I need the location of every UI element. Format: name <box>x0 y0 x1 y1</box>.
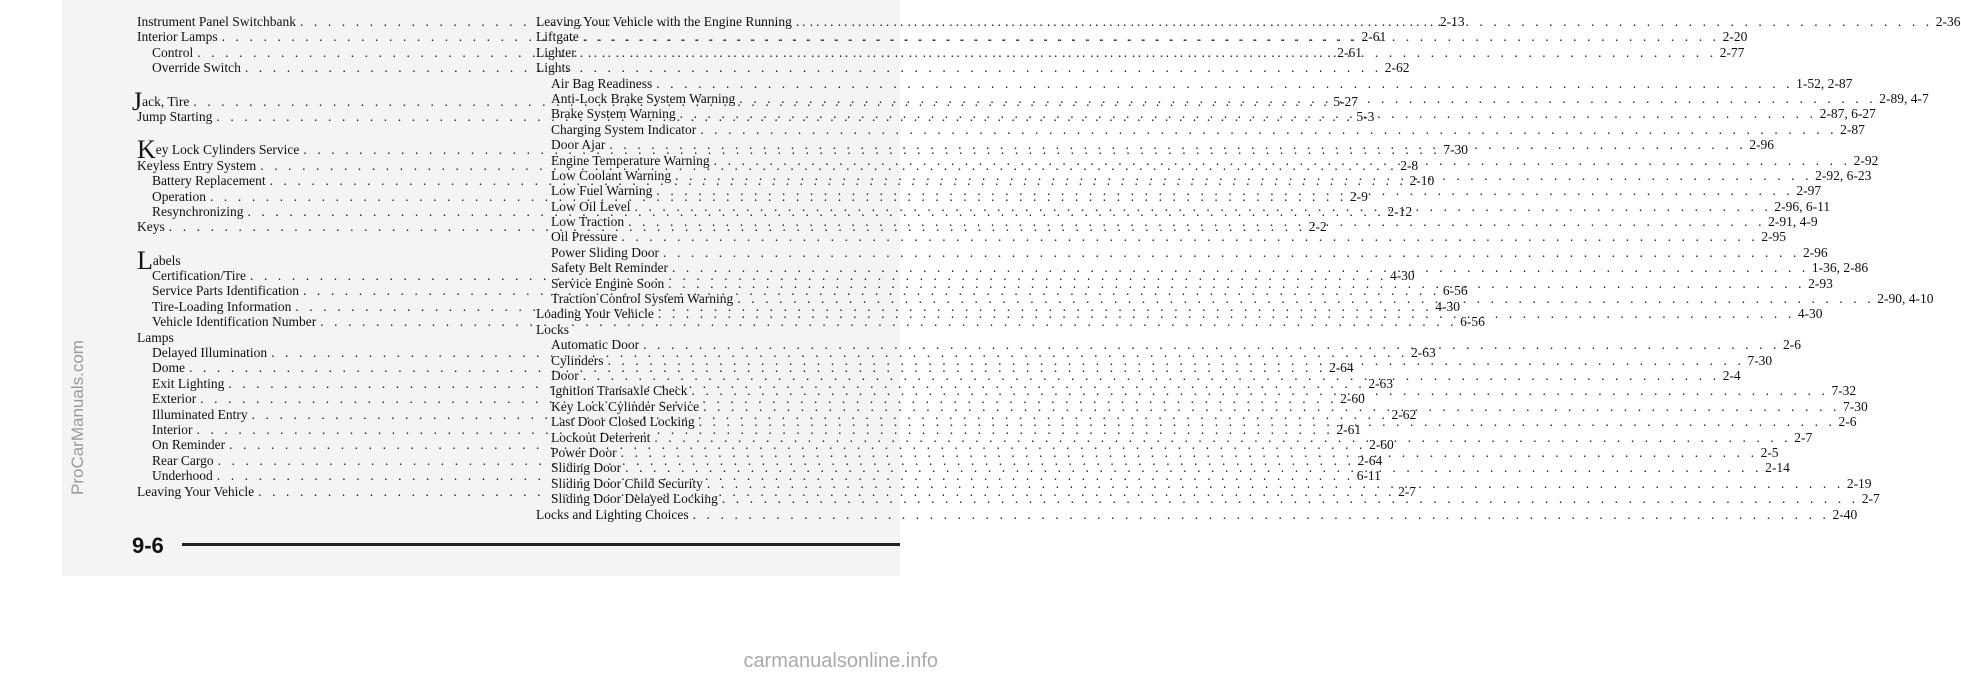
footer-rule <box>182 543 900 546</box>
dot-leader <box>659 245 1803 260</box>
dot-leader <box>621 460 1765 475</box>
dot-leader <box>718 491 1862 506</box>
entry-title: Ignition Transaxle Check <box>551 383 688 399</box>
dot-leader <box>604 353 1748 368</box>
entry-page: 6-11 <box>1356 468 1381 484</box>
dot-leader <box>652 76 1796 91</box>
dot-leader <box>579 29 1723 44</box>
entry-page: 2-4 <box>1722 367 1741 383</box>
dot-leader <box>630 199 1774 214</box>
index-entry <box>536 183 1822 199</box>
entry-title: Low Oil Level <box>551 198 631 214</box>
index-entry <box>536 75 1853 91</box>
entry-title: Loading Your Vehicle <box>536 306 654 322</box>
dot-leader <box>696 122 1840 137</box>
entry-title: Override Switch <box>152 60 241 76</box>
entry-title: Underhood <box>152 468 213 484</box>
spacer <box>137 235 507 253</box>
index-heading-labels <box>137 245 507 275</box>
entry-page: 2-36 <box>1935 14 1961 29</box>
entry-page: 2-91, 4-9 <box>1768 214 1818 230</box>
entry-title: Cylinders <box>551 352 604 368</box>
entry-title: ack, Tire <box>142 93 190 109</box>
entry-title: Illuminated Entry <box>152 406 248 422</box>
entry-page: 2-92, 6-23 <box>1815 167 1872 183</box>
entry-page: 7-32 <box>1831 383 1857 399</box>
entry-title: Sliding Door Child Security <box>551 475 703 491</box>
entry-title: Interior Lamps <box>137 29 218 45</box>
index-heading-lamps: Lamps <box>137 329 174 345</box>
entry-title: Jump Starting <box>137 108 213 124</box>
entry-page: 2-2 <box>1308 219 1327 235</box>
entry-page: 5-3 <box>1356 108 1375 124</box>
entry-page: 2-87, 6-27 <box>1819 106 1876 122</box>
entry-title: Oil Pressure <box>551 229 618 245</box>
entry-page: 2-7 <box>1794 429 1813 445</box>
entry-title: Keys <box>137 219 165 235</box>
entry-title: Power Sliding Door <box>551 244 659 260</box>
dot-leader <box>671 168 1815 183</box>
entry-page: 2-77 <box>1719 44 1745 60</box>
dot-leader <box>650 430 1794 445</box>
entry-page: 2-10 <box>1409 173 1435 189</box>
entry-page: 2-97 <box>1796 183 1822 199</box>
index-entry <box>536 229 1787 245</box>
dot-leader <box>576 45 1720 60</box>
index-entry <box>536 121 1865 137</box>
entry-page: 7-30 <box>1843 398 1868 414</box>
dot-leader <box>624 214 1768 229</box>
dot-leader <box>668 260 1812 275</box>
entry-page: 4-30 <box>1389 268 1415 284</box>
entry-title: Certification/Tire <box>152 268 246 284</box>
entry-title: Tire-Loading Information <box>152 298 292 314</box>
index-heading-lights: Lights <box>536 60 571 76</box>
dot-leader <box>735 91 1879 106</box>
dot-leader <box>654 306 1798 321</box>
entry-page: 2-90, 4-10 <box>1877 291 1934 307</box>
entry-page: 2-63 <box>1368 375 1394 391</box>
entry-title: Safety Belt Reminder <box>551 260 668 276</box>
dot-leader <box>664 276 1808 291</box>
dot-leader <box>688 383 1832 398</box>
entry-title: Traction Control System Warning <box>551 291 734 307</box>
entry-page: 2-62 <box>1391 406 1417 422</box>
entry-title: Rear Cargo <box>152 452 214 468</box>
entry-title: Delayed Illumination <box>152 345 268 361</box>
entry-title: Operation <box>152 188 206 204</box>
entry-title: Door Ajar <box>551 137 606 153</box>
entry-page: 5-27 <box>1333 93 1359 109</box>
entry-title: Liftgate <box>536 29 579 45</box>
entry-page: 2-12 <box>1387 203 1413 219</box>
manual-page <box>62 0 1961 576</box>
drop-cap-letter: K <box>137 135 156 165</box>
entry-page: 4-30 <box>1797 306 1823 322</box>
entry-page: 2-61 <box>1336 421 1362 437</box>
entry-title: Resynchronizing <box>152 203 244 219</box>
entry-title: Sliding Door Delayed Locking <box>551 491 718 507</box>
entry-title: Door <box>551 367 579 383</box>
spacer <box>137 76 507 94</box>
entry-page: 2-13 <box>1439 14 1465 29</box>
entry-title: Interior <box>152 421 193 437</box>
entry-title: Service Parts Identification <box>152 283 299 299</box>
dot-leader <box>617 229 1761 244</box>
entry-page: 6-56 <box>1442 283 1468 299</box>
drop-cap-letter: J <box>132 86 143 116</box>
drop-cap-letter: L <box>137 245 153 275</box>
entry-title: Low Traction <box>551 214 625 230</box>
entry-title: Vehicle Identification Number <box>152 314 317 330</box>
entry-page: 1-36, 2-86 <box>1811 260 1869 276</box>
watermark-bottom: carmanualsonline.info <box>743 650 938 672</box>
entry-title: ey Lock Cylinders Service <box>155 142 300 158</box>
entry-page: 2-61 <box>1337 44 1362 60</box>
entry-page: 2-6 <box>1838 414 1857 430</box>
dot-leader <box>792 14 1936 29</box>
entry-title: Air Bag Readiness <box>551 75 653 91</box>
entry-page: 2-89, 4-7 <box>1879 90 1929 106</box>
entry-page: 2-96, 6-11 <box>1774 198 1831 214</box>
entry-page: 2-40 <box>1832 506 1858 522</box>
entry-page: 2-63 <box>1411 345 1436 361</box>
entry-page: 7-30 <box>1443 142 1469 158</box>
watermark-vertical: ProCarManuals.com <box>68 340 87 495</box>
entry-title: Exterior <box>152 391 197 407</box>
dot-leader <box>617 445 1761 460</box>
entry-page: 2-7 <box>1398 483 1417 499</box>
entry-page: 2-19 <box>1846 475 1872 491</box>
entry-page: 2-20 <box>1722 29 1748 45</box>
dot-leader <box>695 414 1839 429</box>
entry-page: 2-8 <box>1400 157 1419 173</box>
entry-title: Charging System Indicator <box>551 121 697 137</box>
entry-title: Exit Lighting <box>152 375 225 391</box>
dot-leader <box>733 291 1877 306</box>
entry-title: Brake System Warning <box>551 106 676 122</box>
entry-page: 2-62 <box>1384 60 1410 76</box>
dot-leader <box>579 368 1723 383</box>
dot-leader <box>689 507 1833 522</box>
entry-page: 2-93 <box>1808 275 1833 291</box>
entry-title: Power Door <box>551 444 617 460</box>
dot-leader <box>605 137 1749 152</box>
dot-leader <box>639 337 1783 352</box>
entry-page: 7-30 <box>1747 352 1773 368</box>
entry-page: 2-7 <box>1861 491 1880 507</box>
entry-title: Engine Temperature Warning <box>551 152 710 168</box>
entry-page: 2-95 <box>1761 229 1787 245</box>
entry-page: 2-14 <box>1765 460 1790 476</box>
entry-title: Service Engine Soon <box>551 275 665 291</box>
entry-title: Leaving Your Vehicle with the Engine Running <box>536 14 792 29</box>
dot-leader <box>652 183 1796 198</box>
entry-title: Keyless Entry System <box>137 157 257 173</box>
entry-title: Low Fuel Warning <box>551 183 653 199</box>
entry-title: Leaving Your Vehicle <box>137 483 255 499</box>
entry-page: 2-96 <box>1749 137 1775 153</box>
page-number: 9-6 <box>132 533 164 558</box>
dot-leader <box>710 153 1854 168</box>
entry-title: Anti-Lock Brake System Warning <box>551 90 736 106</box>
index-entry <box>536 491 1880 507</box>
dot-leader <box>699 399 1843 414</box>
entry-title: On Reminder <box>152 437 226 453</box>
index-heading-locks: Locks <box>536 321 569 337</box>
index-entry <box>536 244 1828 260</box>
entry-page: 2-9 <box>1349 188 1368 204</box>
dot-leader <box>703 476 1847 491</box>
entry-title: Battery Replacement <box>152 173 266 189</box>
entry-page: 2-64 <box>1328 360 1354 376</box>
index-entry <box>536 506 1858 522</box>
entry-page: 1-52, 2-87 <box>1796 75 1853 91</box>
entry-title: Last Door Closed Locking <box>551 414 695 430</box>
entry-title: Locks and Lighting Choices <box>536 506 689 522</box>
entry-title: Low Coolant Warning <box>551 167 672 183</box>
entry-page: 2-60 <box>1369 437 1394 453</box>
entry-title: Lighter <box>536 44 576 60</box>
entry-title: Control <box>152 44 194 60</box>
entry-page: 2-96 <box>1802 244 1828 260</box>
entry-page: 2-5 <box>1760 444 1779 460</box>
entry-title: Key Lock Cylinder Service <box>551 398 700 414</box>
entry-page: 4-30 <box>1435 298 1461 314</box>
entry-title: Sliding Door <box>551 460 622 476</box>
entry-page: 2-6 <box>1783 337 1802 353</box>
entry-page: 2-92 <box>1853 152 1879 168</box>
entry-title: Dome <box>152 360 185 376</box>
heading-text: abels <box>152 252 181 268</box>
dot-leader <box>676 106 1820 121</box>
entry-title: Instrument Panel Switchbank <box>137 14 296 29</box>
spacer <box>137 124 507 142</box>
entry-page: 2-61 <box>1361 29 1387 45</box>
entry-title: Automatic Door <box>551 337 640 353</box>
entry-page: 2-87 <box>1840 121 1865 137</box>
entry-title: Lockout Deterrent <box>551 429 651 445</box>
entry-page: 6-56 <box>1460 314 1485 330</box>
entry-page: 2-60 <box>1340 391 1365 407</box>
entry-page: 2-64 <box>1357 452 1383 468</box>
